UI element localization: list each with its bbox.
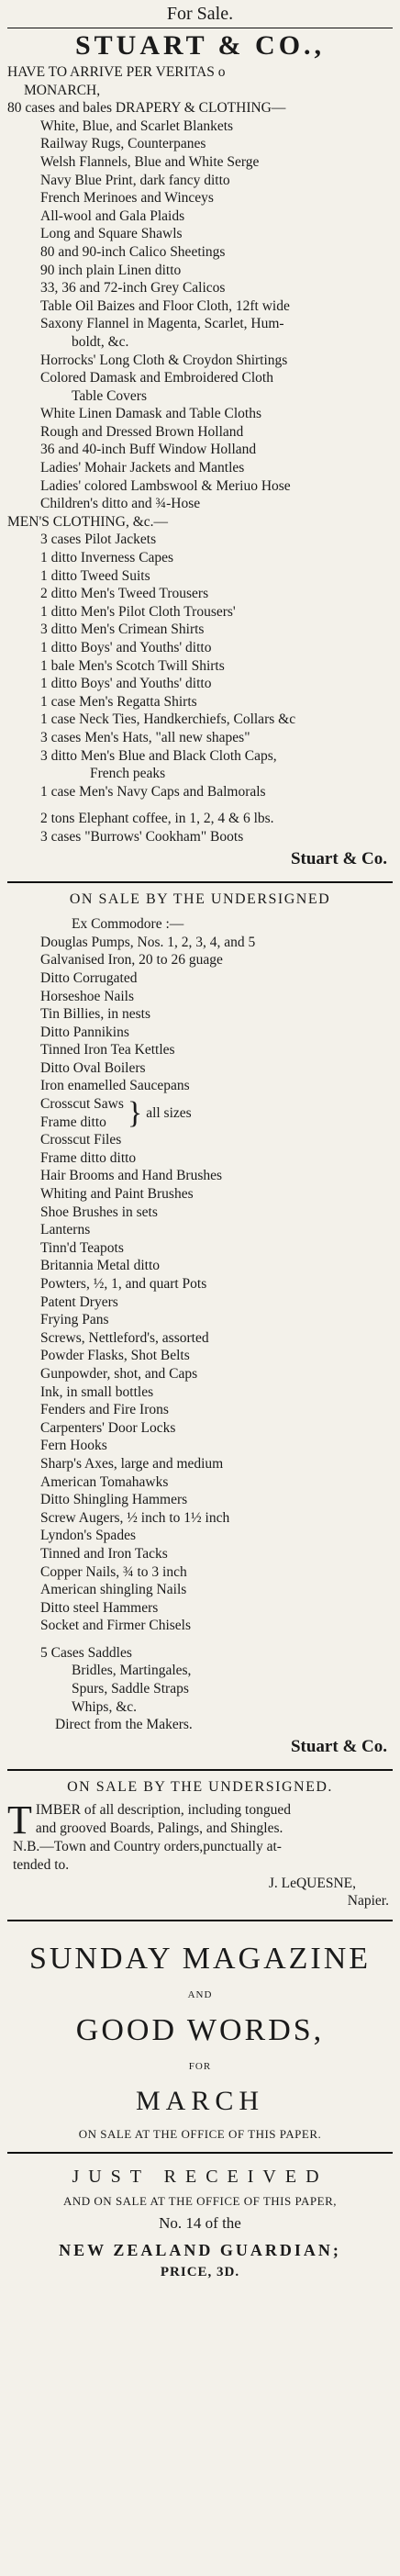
- list-item: Long and Square Shawls: [40, 226, 183, 242]
- list-item: boldt, &c.: [72, 333, 129, 350]
- list-item: White Linen Damask and Table Cloths: [40, 406, 261, 422]
- list-item: Shoe Brushes in sets: [40, 1204, 158, 1220]
- for-sale-heading: For Sale.: [166, 4, 234, 24]
- stuart-signature: Stuart & Co.: [290, 848, 387, 868]
- for-label: FOR: [188, 2060, 212, 2072]
- intro-line-1: HAVE TO ARRIVE PER VERITAS o: [7, 64, 226, 80]
- list-item: Rough and Dressed Brown Holland: [40, 423, 244, 440]
- lequesne-title: ON SALE BY THE UNDERSIGNED.: [67, 1778, 333, 1795]
- section-rule: [7, 1769, 393, 1771]
- list-item: Tin Billies, in nests: [40, 1006, 151, 1023]
- list-item: French Merinoes and Winceys: [40, 190, 214, 207]
- list-item: 2 ditto Men's Tweed Trousers: [40, 586, 209, 602]
- other-list: [7, 810, 393, 846]
- list-item: Bridles, Martingales,: [72, 1663, 192, 1679]
- list-item: Tinn'd Teapots: [40, 1239, 124, 1256]
- section-rule: [7, 1920, 393, 1921]
- list-item: Carpenters' Door Locks: [40, 1419, 176, 1436]
- list-item: Britannia Metal ditto: [40, 1258, 161, 1274]
- list-item: Fenders and Fire Irons: [40, 1402, 169, 1418]
- timber-paragraph: [7, 1798, 393, 1874]
- guardian-title: NEW ZEALAND GUARDIAN;: [59, 2241, 341, 2259]
- list-item: 1 case Men's Regatta Shirts: [40, 693, 197, 710]
- list-item: Screws, Nettleford's, assorted: [40, 1329, 209, 1346]
- braced-items: [7, 1095, 393, 1131]
- list-item: Ditto steel Hammers: [40, 1599, 159, 1616]
- guardian-office-line: AND ON SALE AT THE OFFICE OF THIS PAPER,: [63, 2194, 337, 2209]
- list-item: Gunpowder, shot, and Caps: [40, 1365, 198, 1382]
- intro-line-3: 80 cases and bales DRAPERY & CLOTHING—: [7, 100, 286, 117]
- list-item: White, Blue, and Scarlet Blankets: [40, 118, 234, 134]
- list-item: Sharp's Axes, large and medium: [40, 1455, 224, 1472]
- list-item: Screw Augers, ½ inch to 1½ inch: [40, 1509, 230, 1526]
- section-rule: [7, 881, 393, 883]
- list-item: 90 inch plain Linen ditto: [40, 262, 182, 278]
- list-item: 3 ditto Men's Blue and Black Cloth Caps,: [40, 747, 277, 764]
- list-item: Galvanised Iron, 20 to 26 guage: [40, 952, 223, 969]
- list-item: Frame ditto: [40, 1114, 106, 1130]
- list-item: 1 case Men's Navy Caps and Balmorals: [40, 783, 266, 800]
- ex-commodore-line: Ex Commodore :—: [72, 916, 184, 933]
- intro-line-2: MONARCH,: [24, 82, 101, 98]
- just-received-title: JUST RECEIVED: [72, 2167, 328, 2188]
- list-item: 1 ditto Boys' and Youths' ditto: [40, 640, 212, 655]
- drapery-list: [7, 118, 393, 513]
- list-item: 80 and 90-inch Calico Sheetings: [40, 243, 226, 260]
- list-item: Tinned and Iron Tacks: [40, 1545, 168, 1562]
- list-item: Table Oil Baizes and Floor Cloth, 12ft wide: [40, 297, 290, 314]
- list-item: Ditto Pannikins: [40, 1024, 129, 1040]
- and-label: AND: [187, 1988, 213, 2000]
- list-item: 36 and 40-inch Buff Window Holland: [40, 442, 257, 458]
- list-item: Ditto Corrugated: [40, 969, 138, 986]
- list-item: 1 ditto Men's Pilot Cloth Trousers': [40, 603, 236, 620]
- paragraph-line: and grooved Boards, Palings, and Shingles.: [35, 1820, 283, 1837]
- list-item: Railway Rugs, Counterpanes: [40, 136, 206, 152]
- lequesne-signature: J. LeQUESNE,: [268, 1875, 356, 1891]
- list-item: Horrocks' Long Cloth & Croydon Shirtings: [40, 352, 288, 368]
- list-item: Children's ditto and ¾-Hose: [40, 496, 201, 512]
- list-item: Crosscut Files: [40, 1132, 122, 1148]
- list-item: Ink, in small bottles: [40, 1383, 154, 1400]
- list-item: Powters, ½, 1, and quart Pots: [40, 1276, 207, 1292]
- list-item: Copper Nails, ¾ to 3 inch: [40, 1563, 187, 1580]
- list-item: 1 ditto Boys' and Youths' ditto: [40, 676, 212, 692]
- list-item: Hair Brooms and Hand Brushes: [40, 1168, 223, 1184]
- list-item: Ladies' Mohair Jackets and Mantles: [40, 460, 245, 476]
- undersigned-signature: Stuart & Co.: [290, 1736, 387, 1756]
- saddle-list: [7, 1662, 393, 1716]
- paragraph-line: N.B.—Town and Country orders,punctually at-: [13, 1839, 282, 1855]
- list-item: 1 ditto Tweed Suits: [40, 567, 150, 584]
- list-item: 3 cases "Burrows' Cookham" Boots: [40, 828, 244, 845]
- direct-from-makers: Direct from the Makers.: [55, 1717, 193, 1733]
- list-item: Socket and Firmer Chisels: [40, 1618, 192, 1634]
- list-item: Horseshoe Nails: [40, 988, 135, 1004]
- brace-glyph: }: [127, 1095, 143, 1130]
- mens-list: [7, 531, 393, 801]
- drop-cap: T: [7, 1798, 32, 1843]
- list-item: Ditto Shingling Hammers: [40, 1492, 188, 1508]
- list-item: Table Covers: [72, 387, 147, 404]
- list-item: Whips, &c.: [72, 1698, 138, 1715]
- list-item: Welsh Flannels, Blue and White Serge: [40, 153, 260, 170]
- list-item: Powder Flasks, Shot Belts: [40, 1348, 190, 1364]
- list-item: American Tomahawks: [40, 1473, 169, 1490]
- paragraph-line: tended to.: [13, 1857, 70, 1874]
- hardware-list-b: [7, 1131, 393, 1635]
- list-item: Fern Hooks: [40, 1438, 107, 1454]
- list-item: Colored Damask and Embroidered Cloth: [40, 370, 273, 386]
- list-item: 1 ditto Inverness Capes: [40, 550, 174, 566]
- list-item: 1 bale Men's Scotch Twill Shirts: [40, 657, 225, 674]
- list-item: Frying Pans: [40, 1312, 109, 1328]
- month-title: MARCH: [135, 2085, 265, 2116]
- list-item: 3 cases Men's Hats, "all new shapes": [40, 729, 250, 745]
- list-item: Lyndon's Spades: [40, 1528, 136, 1544]
- list-item: American shingling Nails: [40, 1582, 187, 1598]
- list-item: All-wool and Gala Plaids: [40, 207, 185, 224]
- list-item: Ladies' colored Lambswool & Meriuo Hose: [40, 477, 291, 494]
- list-item: Navy Blue Print, dark fancy ditto: [40, 172, 230, 188]
- guardian-price: PRICE, 3D.: [160, 2265, 240, 2279]
- lequesne-place: Napier.: [347, 1893, 389, 1910]
- paragraph-line: IMBER of all description, including tongued: [35, 1802, 291, 1819]
- hardware-list-a: [7, 934, 393, 1095]
- list-item: Saxony Flannel in Magenta, Scarlet, Hum-: [40, 316, 284, 332]
- saddle-heading: 5 Cases Saddles: [40, 1644, 132, 1661]
- list-item: 33, 36 and 72-inch Grey Calicos: [40, 280, 226, 297]
- list-item: Ditto Oval Boilers: [40, 1059, 146, 1076]
- list-item: Frame ditto ditto: [40, 1149, 137, 1166]
- list-item: Whiting and Paint Brushes: [40, 1186, 194, 1203]
- stuart-title: STUART & CO.,: [74, 30, 326, 61]
- brace-label: all sizes: [146, 1104, 192, 1121]
- list-item: Spurs, Saddle Straps: [72, 1681, 189, 1697]
- section-rule: [7, 2152, 393, 2154]
- list-item: Iron enamelled Saucepans: [40, 1078, 190, 1094]
- list-item: Tinned Iron Tea Kettles: [40, 1042, 175, 1058]
- list-item: Lanterns: [40, 1222, 91, 1238]
- list-item: Douglas Pumps, Nos. 1, 2, 3, 4, and 5: [40, 934, 256, 950]
- list-item: French peaks: [90, 766, 166, 782]
- undersigned-title: ON SALE BY THE UNDERSIGNED: [69, 890, 331, 907]
- magazine-office-line: ON SALE AT THE OFFICE OF THIS PAPER.: [78, 2126, 322, 2141]
- good-words-title: GOOD WORDS,: [75, 2012, 325, 2047]
- list-item: 3 cases Pilot Jackets: [40, 532, 157, 548]
- list-item: 3 ditto Men's Crimean Shirts: [40, 622, 205, 638]
- sunday-magazine-title: SUNDAY MAGAZINE: [28, 1941, 372, 1976]
- list-item: 2 tons Elephant coffee, in 1, 2, 4 & 6 lbs.: [40, 811, 274, 827]
- mens-clothing-heading: MEN'S CLOTHING, &c.—: [7, 513, 169, 530]
- list-item: 1 case Neck Ties, Handkerchiefs, Collars &c: [40, 711, 296, 728]
- list-item: Patent Dryers: [40, 1294, 118, 1310]
- issue-number: No. 14 of the: [159, 2214, 241, 2232]
- list-item: Crosscut Saws: [40, 1096, 124, 1113]
